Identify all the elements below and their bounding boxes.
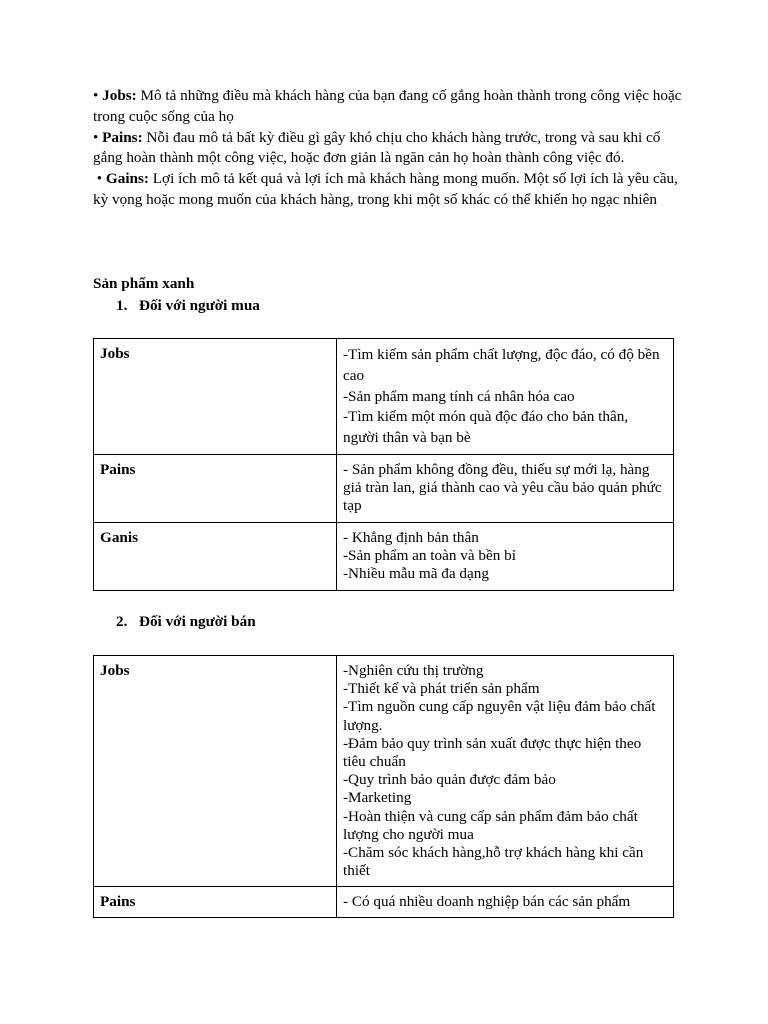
table-row (94, 887, 674, 918)
seller-pains-label: Pains (94, 887, 337, 918)
buyer-table (93, 338, 674, 591)
buyer-heading-text: Đối với người mua (139, 297, 260, 314)
list-item: -Nhiều mẫu mã đa dạng (343, 565, 489, 582)
document-page (93, 86, 683, 910)
intro-definitions (93, 86, 683, 211)
seller-heading-number: 2. (116, 613, 128, 630)
list-item: -Marketing (343, 789, 412, 807)
term-pains: Pains: (102, 128, 143, 146)
buyer-gains-content (337, 523, 674, 591)
table-row (94, 455, 674, 523)
list-item: -Tìm kiếm sản phẩm chất lượng, độc đáo, có độ bền cao (343, 346, 660, 384)
buyer-heading-number: 1. (116, 297, 128, 314)
section-title: Sản phẩm xanh (93, 275, 195, 292)
list-item: -Tìm kiếm một món quà độc đáo cho bản thân, người thân và bạn bè (343, 408, 629, 447)
seller-table (93, 655, 674, 918)
list-item: -Hoàn thiện và cung cấp sản phẩm đảm bảo chất lượng cho người mua (343, 807, 638, 843)
seller-heading-text: Đối với người bán (139, 613, 256, 630)
list-item: - Sản phẩm không đồng đều, thiếu sự mới lạ, hàng giả tràn lan, giá thành cao và yêu cầu bảo quản phức tạp (343, 461, 662, 514)
definition-gains: • Gains: Lợi ích mô tả kết quả và lợi ích mà khách hàng mong muốn. Một số lợi ích là yêu cầu, kỳ vọng hoặc mong muốn của khách hàng, trong khi một số khác có thể khiến họ ngạc nhiên (93, 170, 678, 208)
seller-jobs-label: Jobs (94, 656, 337, 887)
seller-jobs-content (337, 656, 674, 887)
buyer-pains-label: Pains (94, 455, 337, 523)
list-item: - Khẳng định bản thân (343, 529, 479, 546)
buyer-jobs-content (337, 339, 674, 455)
definition-jobs: • Jobs: Mô tả những điều mà khách hàng của bạn đang cố gắng hoàn thành trong công việc hoặc trong cuộc sống của họ (93, 87, 682, 125)
list-item: -Sản phẩm mang tính cá nhân hóa cao (343, 387, 575, 405)
term-jobs: Jobs: (102, 87, 137, 104)
definition-gains-text: Lợi ích mô tả kết quả và lợi ích mà khách hàng mong muốn. Một số lợi ích là yêu cầu, kỳ vọng hoặc mong muốn của khách hàng, trong khi một số khác có thể khiến họ ngạc nhiên (93, 170, 678, 208)
list-item: - Có quá nhiều doanh nghiệp bán các sản phẩm (343, 893, 631, 910)
table-row (94, 523, 674, 591)
list-item: -Chăm sóc khách hàng,hỗ trợ khách hàng khi cần thiết (343, 844, 644, 880)
table-row (94, 656, 674, 887)
seller-heading (116, 612, 256, 632)
definition-jobs-text: Mô tả những điều mà khách hàng của bạn đang cố gắng hoàn thành trong công việc hoặc trong cuộc sống của họ (93, 87, 682, 125)
buyer-jobs-label: Jobs (94, 339, 337, 455)
buyer-heading (116, 296, 260, 316)
term-gains: Gains: (105, 170, 149, 188)
definition-pains-text: Nỗi đau mô tả bất kỳ điều gì gây khó chịu cho khách hàng trước, trong và sau khi cố gắng hoàn thành một công việc, hoặc đơn giản là ngăn cản họ hoàn thành công việc đó. (93, 128, 661, 167)
list-item: -Tìm nguồn cung cấp nguyên vật liệu đảm bảo chất lượng. (343, 698, 656, 734)
table-row (94, 339, 674, 455)
list-item: -Đảm bảo quy trình sản xuất được thực hiện theo tiêu chuẩn (343, 734, 642, 771)
buyer-pains-content (337, 455, 674, 523)
list-item: -Sản phẩm an toàn và bền bỉ (343, 547, 516, 564)
list-item: -Thiết kế và phát triển sản phẩm (343, 680, 540, 698)
list-item: -Nghiên cứu thị trường (343, 662, 484, 679)
definition-pains: • Pains: Nỗi đau mô tả bất kỳ điều gì gây khó chịu cho khách hàng trước, trong và sau khi cố gắng hoàn thành một công việc, hoặc đơn giản là ngăn cản họ hoàn thành công việc đó. (93, 128, 661, 167)
buyer-gains-label: Ganis (94, 523, 337, 591)
seller-pains-content (337, 887, 674, 918)
list-item: -Quy trình bảo quản được đảm bảo (343, 771, 556, 789)
